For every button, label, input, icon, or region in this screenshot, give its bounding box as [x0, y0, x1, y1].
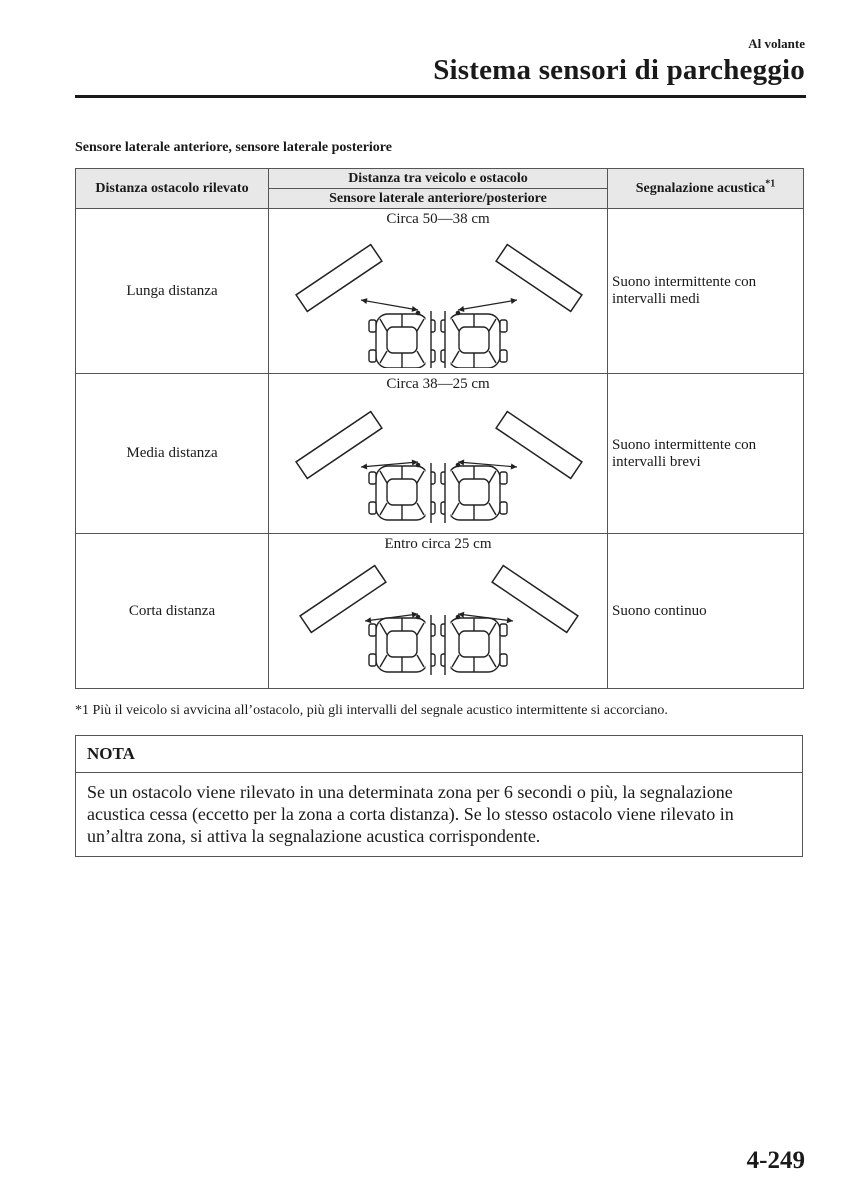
page-number: 4-249 — [746, 1147, 805, 1174]
sensor-diagram-medium — [269, 393, 608, 529]
note-title: NOTA — [76, 736, 802, 773]
left-distance-arrow — [361, 298, 418, 312]
sensor-table — [75, 168, 804, 689]
sensor-diagram-long — [269, 228, 608, 368]
note-text: Se un ostacolo viene rilevato in una determinata zona per 6 secondi o più, la segnalazione acustica cessa (eccetto per la zona a corta distanza). Se lo stesso ostacolo viene rilevato in un’altra zona, si attiva la segnalazione acustica corrispondente. — [87, 782, 734, 846]
header-signal-footnote-ref: *1 — [765, 177, 776, 189]
left-car-icon — [369, 311, 435, 368]
subheading: Sensore laterale anteriore, sensore laterale posteriore — [75, 140, 392, 155]
page-title: Sistema sensori di parcheggio — [433, 54, 805, 86]
header-signal-label: Segnalazione acustica — [635, 180, 766, 196]
right-obstacle — [496, 412, 582, 479]
right-distance-arrow — [458, 298, 517, 312]
signal-text: Suono intermittente con intervalli brevi — [608, 374, 804, 534]
left-distance-arrow — [361, 460, 418, 470]
range-caption: Circa 38—25 cm — [386, 376, 490, 392]
header-signal — [608, 169, 804, 209]
diagram-cell — [269, 374, 608, 534]
diagram-cell — [269, 534, 608, 689]
distance-label: Lunga distanza — [76, 209, 269, 374]
table-row — [76, 534, 804, 689]
diagram-cell — [269, 209, 608, 374]
left-sensor-dot — [416, 463, 421, 468]
section-label: Al volante — [748, 36, 805, 51]
right-sensor-dot — [456, 311, 461, 316]
left-obstacle — [300, 566, 386, 633]
footnote: *1 Più il veicolo si avvicina all’ostacolo, più gli intervalli del segnale acustico intermittente si accorciano. — [75, 703, 668, 718]
right-car-icon — [441, 311, 507, 368]
right-car-icon — [441, 463, 507, 523]
right-distance-arrow — [458, 460, 517, 470]
note-box — [75, 735, 803, 857]
table-row — [76, 374, 804, 534]
title-rule — [75, 95, 806, 98]
sensor-diagram-short — [269, 553, 608, 683]
distance-label: Media distanza — [76, 374, 269, 534]
header-sensor: Sensore laterale anteriore/posteriore — [269, 189, 608, 209]
right-sensor-dot — [456, 463, 461, 468]
signal-text: Suono intermittente con intervalli medi — [608, 209, 804, 374]
table-row — [76, 209, 804, 374]
left-car-icon — [369, 463, 435, 523]
signal-text: Suono continuo — [608, 534, 804, 689]
left-sensor-dot — [416, 615, 421, 620]
header-distance: Distanza ostacolo rilevato — [76, 169, 269, 209]
left-obstacle — [296, 412, 382, 479]
right-car-icon — [441, 615, 507, 675]
distance-label: Corta distanza — [76, 534, 269, 689]
left-sensor-dot — [416, 311, 421, 316]
right-sensor-dot — [456, 615, 461, 620]
range-caption: Circa 50—38 cm — [386, 211, 490, 227]
header-vehicle-obstacle: Distanza tra veicolo e ostacolo — [269, 169, 608, 189]
right-obstacle — [492, 566, 578, 633]
range-caption: Entro circa 25 cm — [384, 536, 492, 552]
left-car-icon — [369, 615, 435, 675]
